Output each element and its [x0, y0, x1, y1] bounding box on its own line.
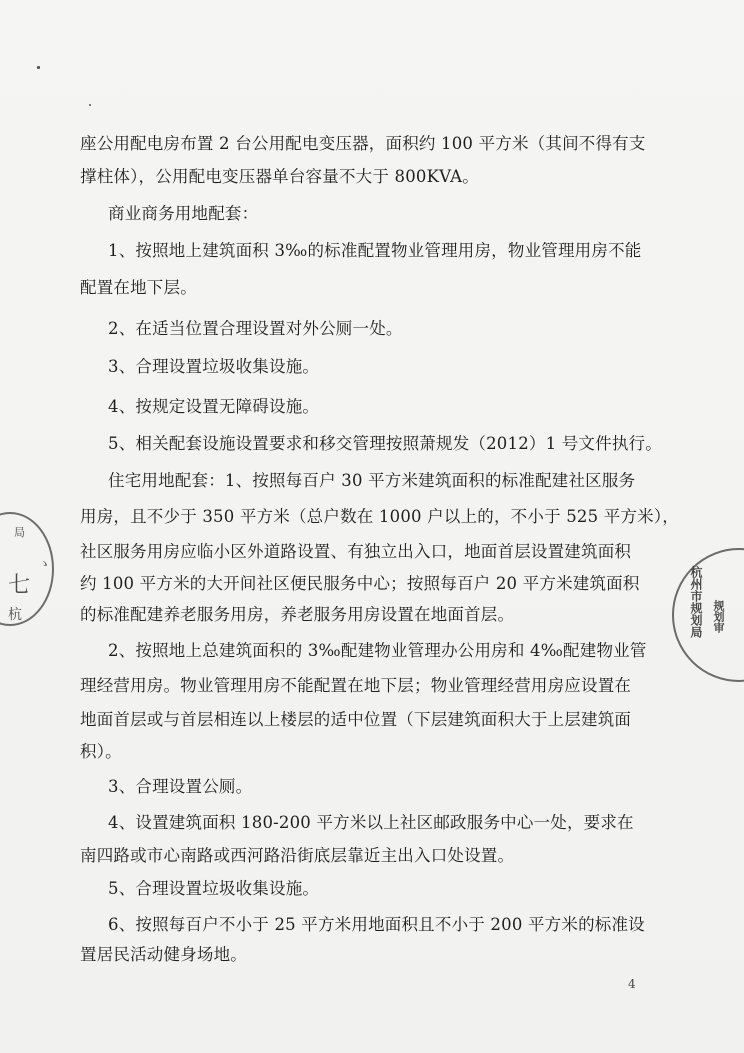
scan-speck — [89, 104, 91, 106]
paragraph-line: 4、按规定设置无障碍设施。 — [108, 397, 320, 416]
page-number: 4 — [628, 977, 636, 991]
seal-text: 杭州市规划局 — [689, 566, 703, 638]
paragraph-line: 座公用配电房布置 2 台公用配电变压器，面积约 100 平方米（其间不得有支 — [80, 134, 646, 153]
seal-fragment-text: 杭 — [8, 607, 22, 623]
paragraph-line: 南四路或市心南路或西河路沿街底层靠近主出入口处设置。 — [80, 846, 515, 865]
paragraph-line: 2、按照地上总建筑面积的 3‰配建物业管理办公用房和 4‰配建物业管 — [108, 641, 647, 660]
paragraph-line: 地面首层或与首层相连以上楼层的适中位置（下层建筑面积大于上层建筑面 — [80, 710, 632, 729]
paragraph-line: 约 100 平方米的大开间社区便民服务中心；按照每百户 20 平方米建筑面积 — [80, 574, 640, 593]
seal-fragment-text: ゝ — [38, 557, 52, 572]
section-heading-commercial: 商业商务用地配套： — [108, 204, 259, 223]
paragraph-line: 撑柱体），公用配电变压器单台容量不大于 800KVA。 — [80, 167, 479, 186]
paragraph-line: 1、按照地上建筑面积 3‰的标准配置物业管理用房，物业管理用房不能 — [108, 241, 642, 260]
paragraph-line: 5、相关配套设施设置要求和移交管理按照萧规发（2012）1 号文件执行。 — [108, 434, 662, 453]
scan-speck — [37, 66, 40, 69]
paragraph-line: 3、合理设置公厕。 — [108, 777, 253, 796]
paragraph-line: 置居民活动健身场地。 — [80, 945, 247, 964]
paragraph-line: 6、按照每百户不小于 25 平方米用地面积且不小于 200 平方米的标准设 — [108, 915, 645, 934]
paragraph-line: 积）。 — [80, 742, 122, 761]
seal-fragment-text: 局 — [14, 526, 25, 539]
official-seal-right — [672, 548, 744, 682]
paragraph-line: 用房，且不少于 350 平方米（总户数在 1000 户以上的，不小于 525 平方米）， — [80, 507, 679, 526]
paragraph-line: 社区服务用房应临小区外道路设置、有独立出入口，地面首层设置建筑面积 — [80, 542, 632, 561]
seal-fragment-text: 七 — [8, 573, 31, 598]
paragraph-line: 3、合理设置垃圾收集设施。 — [108, 357, 320, 376]
paragraph-line: 配置在地下层。 — [80, 278, 197, 297]
seal-subtext: 规划审 — [712, 600, 725, 633]
paragraph-line: 5、合理设置垃圾收集设施。 — [108, 879, 320, 898]
paragraph-line: 2、在适当位置合理设置对外公厕一处。 — [108, 319, 403, 338]
paragraph-line: 的标准配建养老服务用房，养老服务用房设置在地面首层。 — [80, 605, 515, 624]
paragraph-line: 4、设置建筑面积 180-200 平方米以上社区邮政服务中心一处，要求在 — [108, 813, 634, 832]
section-heading-residential: 住宅用地配套：1、按照每百户 30 平方米建筑面积的标准配建社区服务 — [108, 471, 636, 490]
paragraph-line: 理经营用房。物业管理用房不能配置在地下层；物业管理经营用房应设置在 — [80, 676, 632, 695]
